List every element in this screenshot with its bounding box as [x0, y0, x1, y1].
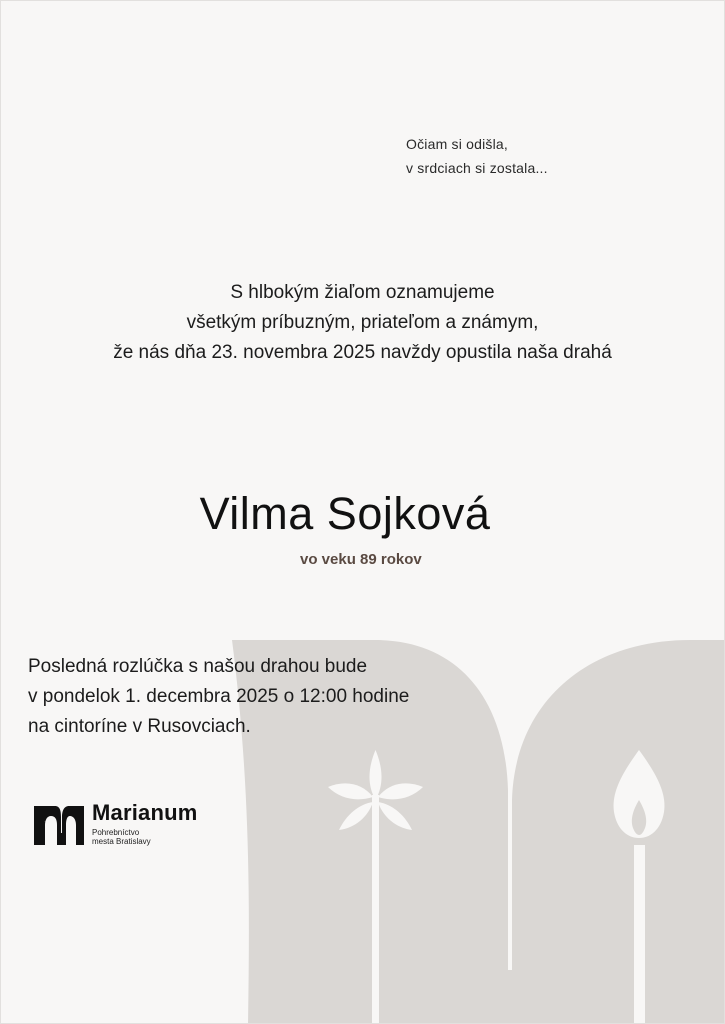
farewell-line: v pondelok 1. decembra 2025 o 12:00 hodine — [28, 686, 410, 707]
farewell-line: Posledná rozlúčka s našou drahou bude — [28, 656, 368, 677]
flower-stem — [372, 795, 379, 1024]
motto-line: Očiam si odišla, — [406, 136, 509, 152]
announcement-line: S hlbokým žiaľom oznamujeme — [230, 282, 495, 303]
motto-line: v srdciach si zostala... — [406, 160, 548, 176]
announcement-line: že nás dňa 23. novembra 2025 navždy opustila naša drahá — [113, 342, 612, 363]
deceased-age: vo veku 89 rokov — [300, 551, 422, 568]
farewell-info — [28, 652, 409, 742]
marianum-logo-icon — [33, 803, 85, 845]
deceased-name: Vilma Sojková — [199, 488, 491, 539]
announcement-line: všetkým príbuzným, priateľom a známym, — [186, 312, 539, 333]
farewell-line: na cintoríne v Rusovciach. — [28, 716, 251, 737]
motto — [406, 132, 548, 180]
logo-subtitle — [92, 828, 151, 846]
announcement — [0, 278, 725, 368]
marianum-logo — [33, 800, 233, 850]
logo-name: Marianum — [92, 800, 198, 825]
logo-subtitle-line: mesta Bratislavy — [92, 837, 151, 846]
logo-subtitle-line: Pohrebníctvo — [92, 828, 140, 837]
